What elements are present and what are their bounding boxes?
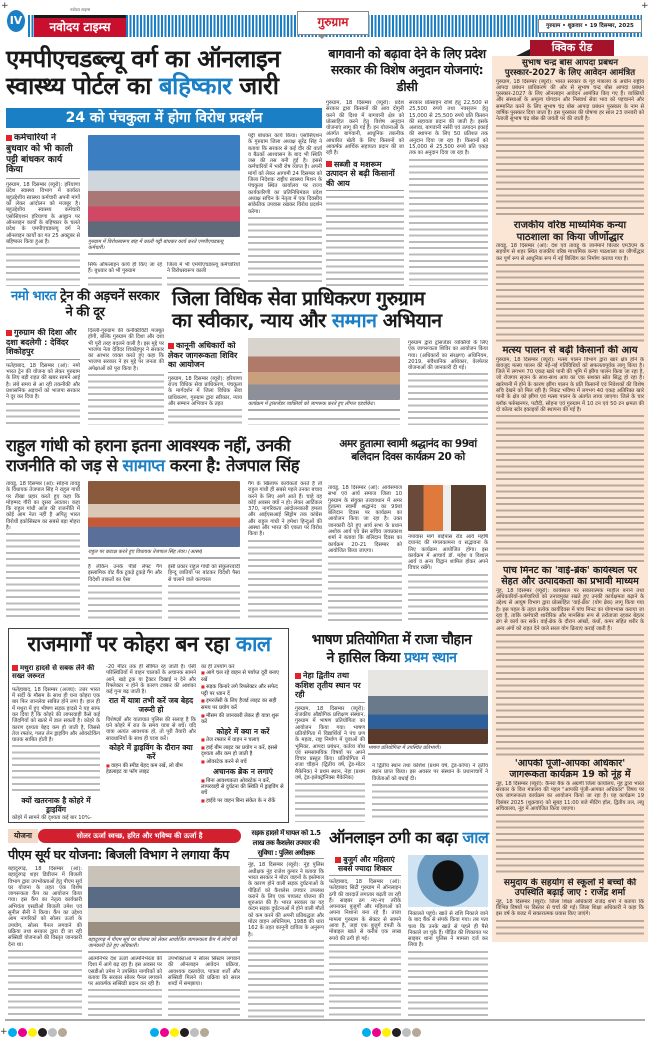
body-text: गुरुग्राम, 18 दिसम्बर (ब्यूरो): मत्स्य पालन विभाग द्वारा खारे क्षेत्र होने के बावजूद मत्स्य पालन की नई-नई गतिविधियों को सफलतापूर्वक लागू किया है। जिले में लगभग 70 एकड़ खारे पानी की भूमि में झींगा पालन किया जा रहा है, जो रोजगार सृजन के साथ-साथ आय का एक सशक्त स्रोत सिद्ध हो रहा है। खारेपानी में होने के कारण झींगा पालन के प्रति किसानों एवं निवेशकों की विशेष रुचि देखने को मिल रही है। निकट भविष्य में लगभग 40 एकड़ अतिरिक्त खारे पानी के क्षेत्र को झींगा एवं मत्स्य पालन के अंतर्गत लाया जाएगा। जिले के चार ब्लॉक फर्रुखनगर, पटौदी, सोहना एवं गुरुग्राम में 10 टन एवं 50 टन क्षमता की दो कोल्ड स्टोर इकाइयों की स्थापना की गई है। bbox=[496, 356, 644, 413]
body-text: नपावास मार्ग बाईपास रोड आर्य महर्षि दयानंद की मंगलकामना व सद्भावना के लिए कार्यक्रम आयोजित होगा। इस कार्यक्रम में आचार्य डॉ. महेश व विशाल आर्य व अन्य विद्वान शामिल होकर अपने विचार रखेंगे। bbox=[408, 534, 488, 572]
quick-read-title: 'आपकी पूंजी-आपका अधिकार' जागरूकता कार्यक्रम 19 को नूंह में bbox=[509, 759, 631, 780]
brand-logo: नवोदय टाइम्स bbox=[34, 15, 126, 37]
body-text: विशेषज्ञों और यातायात पुलिस की सलाह है कि घने कोहरे में रात के समय यात्रा से बचें। यदि यात्रा अत्यंत आवश्यक हो, तो पूरी तैयारी और सावधानियों के साथ ही यात्रा करें। bbox=[106, 716, 196, 742]
speech-col-1 bbox=[295, 671, 365, 822]
subhead-text: कानूनी अधिकारों को लेकर जागरूकता शिविर का आयोजन bbox=[168, 341, 238, 370]
headline-highlight: सामाप्त bbox=[122, 455, 165, 475]
headline-highlight: प्रथम स्थान bbox=[404, 650, 457, 667]
registration-marks bbox=[8, 1022, 68, 1041]
dateline: गुरुग्राम • शुक्रवार • 19 दिसम्बर, 2025 bbox=[538, 19, 642, 33]
quick-read-title: राजकीय वरिष्ठ माध्यमिक कन्या पाठशाला का किया जीर्णोद्धार bbox=[513, 220, 627, 243]
rahul-headline bbox=[6, 436, 324, 476]
fog-subhead bbox=[12, 664, 100, 684]
registration-dot bbox=[180, 1028, 189, 1037]
lead-subhead bbox=[6, 133, 80, 179]
quick-read-item bbox=[496, 220, 644, 342]
registration-dot bbox=[200, 1028, 209, 1037]
fraud-headline bbox=[329, 829, 489, 847]
fraud-subhead bbox=[329, 855, 401, 876]
body-text: नूंह, 18 दिसम्बर (ब्यूरो): जिला शिक्षा अधिकारी राजेंद्र शर्मा ने बताया कि विभिन्न विषयों पर विस्तार से चर्चा की गई। जिला शिक्षा अधिकारी ने कहा कि इस वर्ष के बजट में सकारात्मक प्रयास किए जाएंगे। bbox=[496, 898, 644, 918]
quick-read-item bbox=[496, 878, 644, 939]
quick-read-title: सुभाष चन्द्र बोस आपदा प्रबंधन पुरस्कार-2027 के लिए आवेदन आमंत्रित bbox=[504, 59, 636, 78]
body-text: तावडू, 18 दिसम्बर (आं): देश एवं तावडू के जानेमाने बिल्डर एम3एम के सहयोग से शहर स्थित राजकीय वरिष्ठ माध्यमिक कन्या पाठशाला का जीर्णोद्धार कर पूर्ण रूप से आधुनिक रूप में नई बिल्डिंग का निर्माण कराया गया है। bbox=[496, 243, 644, 262]
body-text: -20 मीटर तक ही सीमित रह जाती है। ऐसी परिस्थितियों में वाहन चालकों के अचानक सामने आने, खड़े ट्रक या ट्रैक्टर दिखाई न देने और रिफ्लेक्टर न होने के कारण टक्कर की आशंका कई गुना बढ़ जाती है। bbox=[106, 664, 196, 696]
fog-dont-list bbox=[201, 737, 285, 767]
amar-col-1 bbox=[328, 485, 402, 621]
crop-mark-icon: + bbox=[0, 1027, 8, 1037]
headline-line bbox=[6, 456, 324, 476]
headline-text: का स्वीकार, न्याय और bbox=[172, 309, 332, 333]
body-text: गुरुग्राम, 18 दिसम्बर (ब्यूरो): प्रदेश सरकार द्वारा किसानों की आय दोगुनी करने की दिशा में बागवानी क्षेत्र को प्रोत्साहित करने हेतु विशेष अनुदान योजनाएं लागू की गई हैं। इन योजनाओं के अंतर्गत बागवानी, आधुनिक तकनीक आधारित खेती के लिए किसानों को आकर्षक आर्थिक सहायता प्रदान की जा रही है। bbox=[326, 100, 404, 157]
headline-line: भाषण प्रतियोगिता में राजा चौहान bbox=[311, 632, 472, 648]
body-text: गुरुग्राम, 18 दिसम्बर (ब्यूरो): राजकीय औद्योगिक प्रशिक्षण संस्थान, गुरुग्राम में भाषण प्रतियोगिता का आयोजन किया गया। भाषण प्रतियोगिता में विद्यार्थियों ने पंच प्रण के महत्व, राष्ट्र निर्माण में युवाओं की भूमिका, आपदा प्रबंधन, कर्तव्य बोध एवं समसामयिक विषयों पर अपने विचार प्रस्तुत किए। प्रतियोगिता में राजा चौहान (द्वितीय वर्ष, ट्रेड-मोटर मैकेनिक) ने प्रथम स्थान, नेहा (प्रथम वर्ष, ट्रेड-इलेक्ट्रॉनिक्स मैकेनिक) bbox=[295, 705, 365, 782]
registration-marks bbox=[362, 1022, 422, 1041]
headline-highlight: काल bbox=[235, 632, 271, 656]
headline-text: ऑनलाइन ठगी का बढ़ा bbox=[329, 828, 463, 847]
headline-text: अभियान bbox=[376, 309, 442, 333]
quick-read-title: समुदाय के सहयोग से स्कूलों में बच्चों की उपस्थिति बढ़ाई जाए : राजेंद्र शर्मा bbox=[503, 878, 637, 899]
bullet-square-icon bbox=[6, 135, 12, 141]
fog-dont-list-2 bbox=[201, 778, 285, 806]
body-text: जिला में भी एमपीएचडब्ल्यू कर्मचारियों ने विरोधस्वरूप काली bbox=[167, 262, 240, 275]
road-headline: सड़क हादसे में घायल को 1.5 लाख तक कैशलेस उपचार की सुविधा : पुलिस अधीक्षक bbox=[248, 829, 324, 859]
body-text: नूंह, 18 दिसम्बर (ब्यूरो): कैनरा बैंक के अग्रणी जिला कार्यालय, नूंह द्वारा भारत सरकार के वित्त मंत्रालय की पहल "आपकी पूंजी-आपका अधिकार" विषय पर एक जागरूकता कार्यक्रम का आयोजन किया जा रहा है। यह कार्यक्रम 19 दिसंबर 2025 (शुक्रवार) को सुबह 11:00 बजे मीटिंग हॉल, द्वितीय तल, लघु सचिवालय, नूंह में आयोजित किया जाएगा। bbox=[496, 780, 644, 813]
body-text: उपभोक्ताओं ने सोलर सिस्टम लगवाने की ऑनलाइन आवेदन प्रक्रिया, आवश्यक दस्तावेज, पात्रता शर्तों और सब्सिडी मिलने की प्रक्रिया को सरल शब्दों में समझाया। bbox=[168, 956, 240, 988]
speech-col-2 bbox=[372, 763, 488, 822]
amar-col-2 bbox=[408, 534, 488, 621]
registration-dot bbox=[170, 1028, 179, 1037]
registration-dot bbox=[362, 1028, 371, 1037]
solar-photo-caption: बहादुरगढ़ में पीएम सूर्य घर योजना को लेकर आयोजित जागरूकता कैंप में लोगों को जानकारी देते हुए अधिकारी। bbox=[88, 937, 240, 953]
quick-read-tab-pointer bbox=[516, 42, 530, 56]
body-text: इसी प्रकार राहुल गांधी को सेकुलरवादी हिन्दू जातियों पर बांटकर विदेशी पैसा से चलाने वाले कल्चरल bbox=[168, 564, 240, 583]
crop-mark-icon: + bbox=[641, 1, 649, 11]
lead-photo bbox=[88, 135, 240, 237]
body-text: गुरुग्राम, 18 दिसम्बर (ब्यूरो): हरियाणा प्रदेश स्वास्थ्य विभाग में कार्यरत बहुउद्देशीय स्वास्थ्य कर्मचारी अपनी मांगों को लेकर आंदोलन को मजबूर है। बहुउद्देशीय स्वास्थ्य कर्मचारी एसोसिएशन हरियाणा के आह्वान पर ऑनलाइन कार्यों के बहिष्कार के चलते प्रदेश के एमपीएचडब्ल्यू वर्ग ने ऑनलाइन कार्यों का गत 25 अक्टूबर से बहिष्कार किया हुआ है। bbox=[6, 182, 80, 245]
headline-text: ने हासिल किया bbox=[326, 650, 405, 667]
solar-col-1 bbox=[8, 866, 82, 1018]
horticulture-col-2 bbox=[409, 100, 488, 286]
quick-read-tab: क्विक रीड bbox=[530, 40, 614, 56]
quick-read-item bbox=[496, 345, 644, 563]
speech-photo bbox=[368, 670, 488, 744]
headline-highlight: नमो भारत bbox=[11, 289, 57, 304]
body-text: दिल्ली-गुरुग्राम की कनेक्टिविटी मजबूत होगी, बल्कि गुरुग्राम की दिशा और दशा भी पूरी तरह बदलने वाली है। इस मुद्दे पर भाजपा नेता देविंदर शिकोहपुर ने सरकार का आभार व्यक्त करते हुए कहा कि भाजपा सरकार ने हर मुद्दे पर जनता की अपेक्षाओं को पूरा किया है। bbox=[88, 328, 164, 372]
registration-dot bbox=[28, 1028, 37, 1037]
quick-read-title: मत्स्य पालन से बढ़ी किसानों की आय bbox=[502, 345, 638, 356]
list-item: ■ इमरजेंसी के लिए हैजर्ड लाइट का सही समय पर प्रयोग करें bbox=[201, 698, 285, 711]
amar-headline: अमर हुतात्मा स्वामी श्रद्धानंद का 99वां बलिदान दिवस कार्यक्रम 20 को bbox=[339, 438, 477, 464]
registration-marks bbox=[150, 1022, 210, 1041]
namo-col-2 bbox=[88, 328, 164, 425]
body-text: गुरुग्राम द्वारा ट्रांसजेंडर व्यक्तियों के लिए एक जागरूकता शिविर का आयोजन किया गया। (अधिकारों का संरक्षण) अधिनियम, 2019, संवैधानिक अधिकार, वेलफेयर योजनाओं की जानकारी दी गई। bbox=[408, 340, 488, 372]
section-tab-pointer bbox=[317, 34, 327, 39]
fog-col-3 bbox=[201, 664, 285, 821]
rahul-col-3 bbox=[168, 564, 240, 621]
fraud-photo-hacker bbox=[408, 855, 488, 907]
speech-photo-caption: भाषण प्रतियोगिता में उपस्थित प्रतिभागी। bbox=[368, 745, 488, 755]
solar-headline: पीएम सूर्य घर योजना: बिजली विभाग ने लगाया कैंप bbox=[8, 847, 229, 862]
brand-tagline: नवोदय टाइम्स bbox=[70, 7, 91, 12]
fog-subhead-brake: अचानक ब्रेक न लगाएं bbox=[213, 766, 273, 776]
quick-read-panel bbox=[492, 56, 648, 942]
fog-subhead-danger: क्यों खतरनाक है कोहरे में ड्राइविंग bbox=[21, 796, 91, 815]
bullet-square-icon bbox=[295, 673, 301, 679]
rahul-col-1 bbox=[6, 481, 80, 621]
lead-headline-line1: एमपीएचडब्ल्यू वर्ग का ऑनलाइन bbox=[6, 45, 281, 73]
headline-text: ट्रेन की अड़चनें सरकार ने की दूर bbox=[56, 289, 159, 320]
solar-col-3 bbox=[168, 956, 240, 1018]
road-col-1 bbox=[248, 829, 324, 1018]
subhead-text: नेहा द्वितीय तथा कशिश तृतीय स्थान पर रही bbox=[295, 671, 361, 700]
bullet-square-icon bbox=[12, 665, 18, 671]
amar-photo bbox=[408, 485, 486, 531]
namo-headline bbox=[6, 289, 164, 321]
body-text: नूंह, 18 दिसम्बर (ब्यूरो): कार्यस्थल पर सकारात्मक माहौल बनाने तथा अधिकारियों-कर्मचारियों को तनावमुक्त रखते हुए उनकी कार्यक्षमता बढ़ाने के उद्देश्य से आयुष विभाग द्वारा प्रोत्साहित 'वाई-ब्रेक' (योग ब्रेक) लागू किया गया है। इस पहल के तहत प्रत्येक कार्यदिवस में पांच मिनट का योगाभ्यास कराया जा रहा है, ताकि कर्मचारी शारीरिक और मानसिक रूप से तरोताजा रहकर बेहतर ढंग से कार्य कर सकें। वाई-ब्रेक के दौरान आंखों, कंधों, कमर सहित शरीर के अन्य अंगों को राहत देने वाले सरल योग क्रियाएं कराई जाती हैं। bbox=[496, 587, 644, 632]
body-text: गुरुग्राम, 18 दिसम्बर (ब्यूरो): हरियाणा राज्य विधिक सेवा प्राधिकरण, पंचकूला के मार्गदर्शन में जिला विधिक सेवा प्राधिकरण, गुरुग्राम द्वारा स्वीकार, न्याय और सम्मान अभियान के तहत bbox=[168, 375, 242, 407]
page-number-badge: IV bbox=[7, 10, 25, 32]
rahul-photo bbox=[88, 481, 240, 547]
speech-subhead bbox=[295, 671, 365, 703]
body-text: गैंग के खिलाफ कार्यकर्ता करते हैं तो राहुल गांधी ही सबसे पहले उनका बचाव करने के लिए आगे आते हैं। चाहे वह कोई अवसर क्यों न हो। लेकर आर्टिकल 370, नागरिकता आंदोलनकारी हमला और आईएसआई सिंड्रोम तक कांग्रेस और राहुल गांधी ने हमेशा हिन्दुओं की आस्था और भारत की एकता पर विरोध किया है। bbox=[248, 481, 322, 538]
registration-dot bbox=[372, 1028, 381, 1037]
list-item: ■ सड़क किनारे लगे रिफ्लेक्टर और सफेद पट्टी पर ध्यान दें bbox=[201, 684, 285, 697]
body-text: तावडू, 18 दिसम्बर (आं): सोहना तावडू के विधायक तेजपाल सिंह ने राहुल गांधी पर तीखा प्रहार करते हुए कहा कि मोहम्मद गौरी का दूसरा अवतार। कहा कि राहुल गांधी आज की राजनीति में कोई आम नेता नहीं है अपितु भारत विरोधी इकोसिस्टम का सबसे बड़ा मोहरा है। bbox=[6, 481, 80, 532]
list-item: ■ ओवरटेक करने से बचें bbox=[201, 759, 285, 765]
scheme-pill: सोलर ऊर्जा स्वच्छ, हरित और भविष्य की ऊर्जा है bbox=[38, 829, 241, 843]
bullet-square-icon bbox=[168, 343, 174, 349]
fraud-col-2 bbox=[408, 855, 488, 1018]
body-text: फतेहाबाद, 18 दिसम्बर (आं): फतेहाबाद सिटी गुरुग्राम में ऑनलाइन ठगी की वारदातें लगातार बढ़ती जा रही हैं। साइबर ठग नए-नए तरीके अपनाकर बुजुर्गों और महिलाओं को अपना निशाना बना रहे हैं। ताजा मामला गुरुग्राम के सेक्टर से सामने आया है, जहां एक बुजुर्ग दंपती के मोबाइल खाते से करीब एक लाख रुपये की ठगी हो गई। bbox=[329, 879, 401, 942]
subhead-text: कर्मचारियों ने बुधवार को भी काली पट्टी बांधकर कार्य किया bbox=[6, 133, 73, 176]
body-text: बहादुरगढ़, 18 दिसम्बर (आं): बहादुरगढ़ शहर डिवीजन में बिजली विभाग द्वारा उपभोक्ताओं हेतु पीएम सूर्य घर योजना के तहत एक विशेष जागरूकता कैंप का आयोजन किया गया। इस कैंप का नेतृत्व कार्यकारी अभियंता एसडीओ बिजली उमेश एवं सुनील सैनी ने किया। कैंप का उद्देश्य आम नागरिकों को सोलर ऊर्जा के उपयोग, सोलर पैनल लगवाने की प्रक्रिया तथा सरकार द्वारा दी जा रही सब्सिडी योजनाओं की विस्तृत जानकारी देना था। bbox=[8, 866, 82, 948]
body-text: फतेहाबाद, 18 दिसम्बर (आं): नमो भारत ट्रेन की योजना को लेकर गुरुग्राम के लिए बड़ी राहत की खबर सामने आई है। लंबे समय से आ रही तकनीकी और प्रशासनिक अड़चनों को भाजपा सरकार ने दूर कर दिया है। bbox=[6, 362, 80, 401]
body-text: पट्टी बांधकर कार्य किया। एसोसिएशन के गुरुग्राम जिला अध्यक्ष सुरेंद्र सिंह ने बताया कि सरकार से कई दौर की वार्ता व बैठकों आश्वासन के बाद भी स्थिति जस की तस बनी हुई है। इससे कर्मचारियों में भारी रोष व्याप्त है। अपनी मांगों को लेकर आगामी 24 दिसम्बर को जिला निदेशक राष्ट्रीय स्वास्थ्य मिशन के पंचकुला स्थित कार्यालय पर राज्य कार्यकारिणी का प्रतिनिधिमंडल प्रदेश अध्यक्ष सचिन के नेतृत्व में एक दिवसीय सांकेतिक उपवास रखकर विरोध प्रदर्शन करेगा। bbox=[248, 133, 322, 215]
headline-text: करना है: तेजपाल सिंह bbox=[164, 455, 299, 475]
solar-photo bbox=[88, 866, 240, 936]
registration-dot bbox=[190, 1028, 199, 1037]
registration-dot bbox=[18, 1028, 27, 1037]
body-text: सिर्फ ऑफलाइन कार्य ही किए जा रहे हैं। बुधवार को भी गुरुग्राम bbox=[88, 262, 162, 275]
headline-line: जिला विधिक सेवा प्राधिकरण गुरुग्राम bbox=[172, 287, 425, 310]
lead-photo-caption: गुरुग्राम में विरोधस्वरूप बांह में काली पट्टी बांधकर कार्य करते एमपीएचडब्ल्यू कर्मचारी। bbox=[88, 239, 240, 255]
body-text: कोहरे में सामने की दृश्यता कई बार 10%- bbox=[12, 814, 92, 821]
headline-highlight: बहिष्कार bbox=[158, 71, 232, 100]
headline-line: राहुल गांधी को हराना इतना आवश्यक नहीं, उनकी bbox=[6, 436, 291, 455]
legal-photo bbox=[248, 338, 400, 400]
section-tab: गुरुग्राम bbox=[297, 11, 369, 35]
headline-text: राजमार्गों पर कोहरा बन रहा bbox=[27, 632, 236, 656]
lead-col-2 bbox=[88, 262, 162, 286]
rahul-col-4 bbox=[248, 481, 322, 621]
bullet-square-icon bbox=[335, 857, 341, 863]
scheme-label: योजना bbox=[8, 829, 38, 843]
lead-headline-line2 bbox=[6, 73, 324, 100]
list-item: ■ वाहन की स्पीड बेहद कम रखें, लो बीम हेडलाइट या फॉग लाइट bbox=[106, 763, 196, 776]
body-text: सरकार प्रोत्साहन राशि हेतु 22,500 से 25,500 रुपये तथा नवसृजन हेतु 15,000 से 25,500 रुपये प्रति किसान की सहायता प्रदान की जाती है। इसके अलावा, बागवानी नर्सरी एवं उत्पादन इकाई की स्थापना के लिए 50 प्रतिशत तक अनुदान दिया जा रहा है। किसानों को 15,000 से 25,500 रुपये प्रति एकड़ तक का अनुदान दिया जा रहा है। bbox=[409, 100, 488, 157]
body-text: आत्मनिर्भर देश ऊर्जा आत्मनिर्भरता की दिशा में आगे बढ़ रहा है। इस अवसर पर एसडीओ उमेश ने उपस्थित नागरिकों को बताया कि सरकार सोलर पैनल लगवाने पर आकर्षक सब्सिडी प्रदान कर रही है। bbox=[88, 956, 162, 988]
headline-text: जारी bbox=[231, 71, 279, 100]
registration-dot bbox=[160, 1028, 169, 1037]
subhead-text: सब्जी व मशरूम उत्पादन से बढ़ी किसानों की आय bbox=[326, 159, 395, 188]
registration-dot bbox=[402, 1028, 411, 1037]
bullet-square-icon bbox=[6, 330, 12, 336]
list-item: ■ हाई बीम लाइट का प्रयोग न करें, इससे दृश्यता और कम हो जाती है bbox=[201, 745, 285, 758]
namo-col-1 bbox=[6, 328, 80, 425]
legal-col-3 bbox=[248, 416, 400, 425]
registration-dot bbox=[38, 1028, 47, 1037]
fog-subhead-do: कोहरे में ड्राइविंग के दौरान क्या करें bbox=[109, 742, 193, 761]
headline-highlight: सम्मान bbox=[331, 309, 377, 333]
fog-subhead-dont: कोहरे में क्या न करें bbox=[216, 726, 270, 736]
fog-headline bbox=[12, 633, 286, 657]
list-item: ■ मौसम की जानकारी लेकर ही यात्रा शुरू करें bbox=[201, 713, 285, 726]
headline-line bbox=[295, 649, 488, 667]
horticulture-subhead bbox=[326, 160, 404, 192]
namo-subhead bbox=[6, 328, 80, 360]
headline-line bbox=[172, 310, 490, 332]
body-text: नूंह, 18 दिसम्बर (ब्यूरो): नूंह पुलिस अधीक्षक नूंह राजेश कुमार ने बताया कि भारत सरकार ने मोटर वाहनों के इस्तेमाल के कारण होने वाली सड़क दुर्घटनाओं के पीड़ितों को कैशलेस उपचार उपलब्ध कराने के लिए एक पायलट योजना की शुरुआत की है। भारत सरकार का यह कदम सड़क दुर्घटनाओं में होने वाली मौतों को कम करने की अपनी प्रतिबद्धता और मोटर वाहन अधिनियम, 1988 की धारा 162 के तहत कानूनी दायित्व के अनुरूप है। bbox=[248, 862, 324, 938]
fog-do-list-2 bbox=[201, 670, 285, 726]
speech-headline bbox=[295, 631, 488, 667]
legal-headline bbox=[172, 288, 490, 333]
quick-read-item bbox=[496, 759, 644, 875]
fraud-col-1 bbox=[329, 855, 401, 1018]
bullet-square-icon bbox=[326, 161, 332, 167]
fog-col-1 bbox=[12, 664, 100, 821]
body-text: तावडू, 18 दिसम्बर (आं): आर्यसमाज सभा एवं आर्य समाज जिला 10 गुरुग्राम के संयुक्त तत्वावधान में अमर हुतात्मा स्वामी श्रद्धानंद का 99वां बलिदान दिवस पर कार्यक्रम का आयोजन किया जा रहा है। उक्त जानकारी देते हुए आर्य सभा के प्रधान अशोक आर्य एवं प्रेस सचिव जयप्रकाश शर्मा ने बताया कि बलिदान दिवस का कार्यक्रम 20-21 दिसम्बर को आयोजित किया जाएगा। bbox=[328, 485, 402, 554]
quick-read-item bbox=[496, 59, 644, 217]
subhead-text: मथुरा हादसे से सबक लेने की सख्त जरूरत bbox=[12, 664, 95, 681]
body-text: गुरुग्राम, 18 दिसम्बर (ब्यूरो): भारत सरकार के गृह मंत्रालय के अधीन राष्ट्रीय आपदा प्रबंधन प्राधिकरण की ओर से सुभाष चन्द्र बोस आपदा प्रबंधन पुरस्कार-2027 के लिए ऑनलाइन आवेदन आमंत्रित किए गए हैं। व्यक्तियों और संस्थाओं के अमूल्य योगदान और निस्वार्थ सेवा भाव को पहचानने और सम्मानित करने के लिए सुभाष चंद्र बोस आपदा प्रबंधन पुरस्कार के नाम से वार्षिक पुरस्कार दिया जाता है। इस पुरस्कार की घोषणा हर साल 23 जनवरी को नेताजी सुभाष चंद्र बोस की जयंती पर की जाती है। bbox=[496, 78, 644, 123]
registration-dot bbox=[58, 1028, 67, 1037]
registration-dot bbox=[412, 1028, 421, 1037]
horticulture-headline: बागवानी को बढ़ावा देने के लिए प्रदेश सरकार की विशेष अनुदान योजनाएं: डीसी bbox=[328, 46, 486, 94]
lead-banner: 24 को पंचकुला में होगा विरोध प्रदर्शन bbox=[6, 108, 322, 128]
registration-dot bbox=[8, 1028, 17, 1037]
lead-col-4 bbox=[248, 133, 322, 286]
lead-col-3 bbox=[167, 262, 240, 286]
fog-subhead-night: रात में यात्रा तभी करें जब बेहद जरूरी हो bbox=[108, 696, 194, 715]
body-text: है लेकिन उनके पीछे लेफ्ट गैंग इस्लामिक वोट बैंक टुकड़े टुकड़े गैंग और विदेशी ताकतों का ऐसा bbox=[88, 564, 162, 583]
legal-col-2 bbox=[408, 340, 488, 425]
subhead-text: गुरुग्राम की दिशा और दशा बदलेगी : देविंदर शिकोहपुर bbox=[6, 328, 77, 357]
quick-read-title: पांच मिनट का 'वाई-ब्रेक' कार्यस्थल पर सेहत और उत्पादकता का प्रभावी माध्यम bbox=[501, 566, 639, 587]
body-text: ने द्वितीय स्थान तथा कशिश (प्रथम वर्ष, ट्रेड-कोपा) ने तृतीय स्थान प्राप्त किया। इस अवसर पर संस्थान के प्रधानाचार्य ने विजेताओं को बधाई दी। bbox=[372, 763, 488, 782]
lead-headline bbox=[6, 46, 324, 100]
rahul-photo-caption: राहुल पर कटाक्ष करते हुए विधायक तेजपाल सिंह तंवर। (आसर) bbox=[88, 549, 240, 559]
list-item: ■ तेज रफ्तार में वाहन न चलाएं bbox=[201, 737, 285, 743]
lead-col-1 bbox=[6, 133, 80, 286]
registration-dot bbox=[392, 1028, 401, 1037]
horticulture-col-1 bbox=[326, 100, 404, 286]
registration-dot bbox=[48, 1028, 57, 1037]
legal-subhead bbox=[168, 341, 242, 373]
registration-dot bbox=[382, 1028, 391, 1037]
fog-col-2 bbox=[106, 664, 196, 821]
headline-text: स्वास्थ्य पोर्टल का bbox=[6, 71, 159, 100]
rahul-col-2 bbox=[88, 564, 162, 621]
body-text: फतेहाबाद, 18 दिसम्बर (अजय): उत्तर भारत में सर्दी के मौसम के साथ ही घना कोहरा एक बार फिर जानलेवा साबित होने लगा है। हाल ही में मथुरा में हुए भीषण सड़क हादसे ने यह साफ कर दिया है कि कोहरे की लापरवाही कैसे कई जिंदगियों को खतरे में डाल सकती है। कोहरे के कारण दृश्यता बेहद कम हो जाती है, जिससे तेज रफ्तार, गलत लेन ड्राइविंग और ओवरटेकिंग घातक साबित होती है। bbox=[12, 686, 100, 744]
headline-text: राजनीति को जड़ से bbox=[6, 455, 123, 475]
solar-col-2 bbox=[88, 956, 162, 1018]
list-item: ■ हाईवे पर वाहन बिना संकेत के न रोकें bbox=[201, 798, 285, 804]
headline-highlight: जाल bbox=[462, 828, 489, 847]
bottom-rule bbox=[5, 1019, 645, 1021]
body-text: निकालते पहुंचे। खाते से राशि निकाले जाने के बाद बैंक से संपर्क किया गया। तब पता चला कि उनके खाते से पहले ही पैसे निकाले जा चुके हैं। पीड़ित की शिकायत पर साइबर थाना पुलिस ने मामला दर्ज कर लिया है। bbox=[408, 911, 488, 949]
list-item: ■ आगे चल रहे वाहन से पर्याप्त दूरी बनाए रखें bbox=[201, 670, 285, 683]
subhead-text: बुजुर्ग और महिलाएं सबसे ज्यादा शिकार bbox=[338, 855, 395, 873]
quick-read-item bbox=[496, 566, 644, 756]
legal-photo-caption: कार्यक्रम में ट्रांसजेंडर व्यक्तियों को जागरूक करते हुए लीगल एडवोकेट। bbox=[248, 401, 400, 411]
crop-mark-icon: + bbox=[1, 1, 9, 11]
list-item: ■ बिना आवश्यकता ओवरटेक न करें, लापरवाही से दुर्घटना की स्थिति में ड्राइविंग से बचें bbox=[201, 778, 285, 797]
legal-col-1 bbox=[168, 341, 242, 425]
fog-do-list bbox=[106, 763, 196, 777]
body-text: का ही उपयोग करें bbox=[201, 664, 235, 670]
registration-dot bbox=[150, 1028, 159, 1037]
